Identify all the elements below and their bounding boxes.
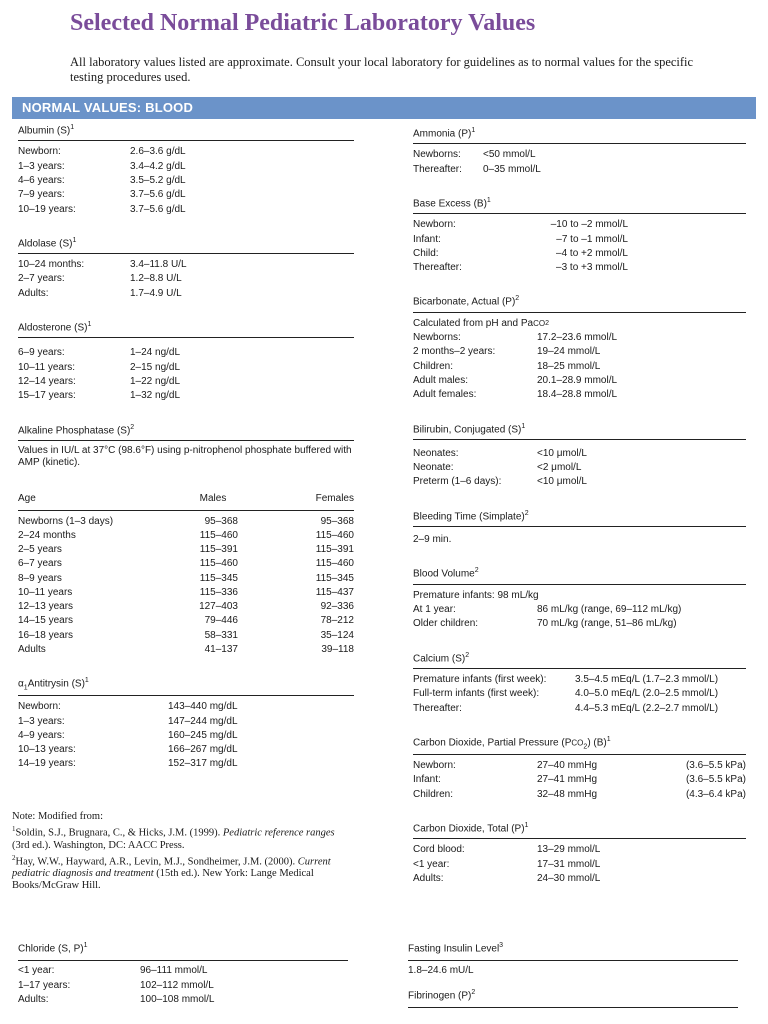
row-value: 1.2–8.8 U/L: [130, 273, 182, 285]
row-label: Older children:: [413, 618, 479, 630]
row-value: 102–112 mmol/L: [140, 979, 214, 991]
alkaline-note: Values in IU/L at 37°C (98.6°F) using p-nitrophenol phosphate buffered with AMP (kinetic).: [18, 444, 352, 469]
row-value: 95–368: [204, 515, 238, 527]
alkaline-rows: [18, 515, 354, 657]
table-row: [18, 757, 354, 771]
row-value: 147–244 mg/dL: [168, 715, 238, 727]
row-value: 18–25 mmol/L: [537, 360, 601, 372]
row-label: Adults:: [413, 872, 444, 884]
table-row: [18, 586, 354, 600]
section-title: Aldosterone $(S)^1$: [18, 321, 92, 334]
row-label: 2–7 years:: [18, 273, 65, 285]
footnote: Note: Modified from: $^1$Soldin, S.J., Brugnara, C., & Hicks, J.M. (1999). Pediatric reference ranges (3rd ed.). Washington, DC: AACC Press. $^2$Hay, W.W., Hayward, A.R., Levin, M.J., Sondheimer, J.M. (2000). Current pediatric diagnosis and treatment (15th ed.). New York: Lange Medical Books/McGraw Hill.: [12, 811, 335, 891]
section-title: Bicarbonate, Actual $(P)^2$: [413, 295, 520, 308]
co2-total-section: [413, 822, 746, 886]
row-label: Adult females:: [413, 389, 477, 401]
section-title: Ammonia $(P)^1$: [413, 127, 476, 140]
section-title: Aldolase $(S)^1$: [18, 236, 77, 250]
row-value: 70 mL/kg (range, 51–86 mL/kg): [537, 618, 677, 630]
section-title: Alkaline Phosphatase $(S)^2$: [18, 423, 135, 436]
row-label: Neonates:: [413, 447, 459, 459]
table-row: [413, 788, 746, 802]
divider: [408, 960, 738, 961]
row-value: 3.7–5.6 g/dL: [130, 189, 186, 201]
aldolase-rows: [18, 258, 354, 301]
right-column: [413, 127, 746, 906]
row-label: 10–11 years: [18, 586, 73, 598]
row-value: –3 to +3 mmol/L: [556, 262, 628, 274]
row-label: Thereafter:: [413, 163, 462, 175]
row-label: Thereafter:: [413, 262, 462, 274]
albumin-section: [18, 124, 354, 217]
row-value: 3.4–4.2 g/dL: [130, 160, 186, 172]
row-value: 1–22 ng/dL: [130, 375, 181, 387]
co2-partial-rows: [413, 759, 746, 802]
row-label: 2–5 years: [18, 544, 62, 556]
row-value: 78–212: [320, 615, 354, 627]
table-row: [18, 272, 354, 286]
table-row: [18, 614, 354, 628]
divider: [413, 439, 746, 440]
blood-volume-rows: [413, 603, 746, 632]
row-label: Adult males:: [413, 374, 469, 386]
row-label: Full-term infants (first week):: [413, 688, 540, 700]
row-label: Newborn:: [413, 760, 456, 772]
row-value: 115–391: [199, 544, 238, 556]
row-label: Preterm (1–6 days):: [413, 476, 502, 488]
row-value: 4.0–5.0 mEq/L (2.0–2.5 mmol/L): [575, 688, 719, 700]
row-value: 2.6–3.6 g/dL: [130, 146, 186, 158]
divider: [413, 526, 746, 527]
row-value: –4 to +2 mmol/L: [556, 247, 628, 259]
section-title: Albumin $(S)^1$: [18, 124, 75, 137]
section-title: Bilirubin, Conjugated $(S)^1$: [413, 422, 526, 435]
divider: [18, 440, 354, 441]
table-row: [413, 261, 746, 275]
table-row: [413, 773, 746, 787]
bleeding-value: 2–9 min.: [413, 534, 452, 546]
row-value: 3.4–11.8 U/L: [130, 259, 187, 271]
table-row: [413, 475, 746, 489]
row-label: 14–15 years: [18, 615, 74, 627]
row-label: Premature infants (first week):: [413, 673, 547, 685]
row-label: Infant:: [413, 774, 441, 786]
table-row: [413, 759, 746, 773]
row-label: Newborn:: [18, 146, 61, 158]
row-label: Children:: [413, 360, 454, 372]
divider: [413, 668, 746, 669]
divider: [18, 960, 348, 961]
table-row: [18, 964, 348, 978]
row-label: 1–17 years:: [18, 979, 71, 991]
table-row: [413, 345, 746, 359]
table-row: [18, 145, 354, 159]
row-value: 166–267 mg/dL: [168, 744, 238, 756]
row-value: <2 μmol/L: [537, 462, 582, 474]
row-label: 2–24 months: [18, 530, 76, 542]
row-label: <1 year:: [18, 965, 55, 977]
row-label: Neonate:: [413, 462, 454, 474]
row-value: 152–317 mg/dL: [168, 758, 238, 770]
row-value: 95–368: [320, 515, 354, 527]
divider: [408, 1007, 738, 1008]
divider: [413, 143, 746, 144]
table-row: [18, 600, 354, 614]
row-value: 100–108 mmol/L: [140, 993, 215, 1005]
row-value: 18.4–28.8 mmol/L: [537, 389, 618, 401]
table-row: [413, 872, 746, 886]
row-value: 4.4–5.3 mEq/L (2.2–2.7 mmol/L): [575, 702, 719, 714]
co2-partial-section: [413, 736, 746, 802]
divider: [18, 253, 354, 254]
row-label: <1 year:: [413, 858, 450, 870]
row-value: 2–15 ng/dL: [130, 361, 181, 373]
row-label: 7–9 years:: [18, 189, 65, 201]
row-value: 115–391: [315, 544, 354, 556]
row-label: 1–3 years:: [18, 715, 65, 727]
table-row: [413, 148, 746, 162]
row-value: –7 to –1 mmol/L: [556, 233, 628, 245]
row-value: 0–35 mmol/L: [483, 163, 541, 175]
row-value: 1–32 ng/dL: [130, 390, 181, 402]
divider: [18, 337, 354, 338]
intro-text: All laboratory values listed are approximate. Consult your local laboratory for guidelines as to normal values for the specific testing procedures used.: [70, 55, 694, 84]
bilirubin-rows: [413, 447, 746, 490]
row-label: 1–3 years:: [18, 160, 65, 172]
row-value: 17.2–23.6 mmol/L: [537, 332, 618, 344]
row-value: 115–460: [199, 558, 238, 570]
table-row: [18, 203, 354, 217]
table-row: [413, 233, 746, 247]
section-title: Carbon Dioxide, Partial Pressure $(PCO_2)$ $(B)^1$: [413, 735, 611, 751]
table-row: [18, 529, 354, 543]
table-row: [413, 843, 746, 857]
co2-total-rows: [413, 843, 746, 886]
row-label: Newborn:: [413, 219, 456, 231]
table-row: [18, 743, 354, 757]
base-excess-rows: [413, 218, 746, 275]
ammonia-rows: [413, 148, 746, 177]
table-row: [413, 702, 746, 716]
row-value: 24–30 mmol/L: [537, 872, 601, 884]
table-row: [18, 346, 354, 360]
calcium-section: [413, 652, 746, 716]
table-row: [413, 603, 746, 617]
table-row: [18, 572, 354, 586]
row-value: 86 mL/kg (range, 69–112 mL/kg): [537, 604, 682, 616]
row-value: 3.5–4.5 mEq/L (1.7–2.3 mmol/L): [575, 673, 719, 685]
aldolase-section: [18, 237, 354, 301]
row-value: (3.6–5.5 kPa): [685, 760, 746, 772]
table-row: [18, 993, 348, 1007]
row-value: 79–446: [204, 615, 238, 627]
row-value: 20.1–28.9 mmol/L: [537, 374, 618, 386]
row-value: –10 to –2 mmol/L: [550, 219, 628, 231]
row-label: Cord blood:: [413, 844, 465, 856]
row-value: 1–24 ng/dL: [130, 347, 181, 359]
row-value: 115–460: [315, 558, 354, 570]
section-title: Calcium $(S)^2$: [413, 651, 470, 664]
row-label: 6–9 years:: [18, 347, 65, 359]
row-value: 27–41 mmHg: [537, 774, 598, 786]
row-label: 10–13 years:: [18, 744, 76, 756]
table-row: [413, 617, 746, 631]
row-value: 160–245 mg/dL: [168, 729, 238, 741]
table-row: [18, 515, 354, 529]
bicarbonate-rows: [413, 331, 746, 402]
section-title: Fasting Insulin Level$^3$: [408, 942, 504, 955]
row-label: At 1 year:: [413, 604, 456, 616]
row-label: Adults:: [18, 287, 49, 299]
bicarbonate-note: Calculated from pH and Pa CO 2: [413, 317, 549, 329]
row-value: (3.6–5.5 kPa): [685, 774, 746, 786]
table-row: [413, 360, 746, 374]
table-row: [18, 389, 354, 403]
row-value: 27–40 mmHg: [537, 760, 598, 772]
aldosterone-rows: [18, 346, 354, 403]
bleeding-time-section: [413, 510, 746, 548]
antitrypsin-rows: [18, 700, 354, 771]
row-label: Adults: [18, 643, 46, 655]
blood-volume-section: [413, 567, 746, 631]
row-value: 19–24 mmol/L: [537, 346, 601, 358]
row-value: 3.7–5.6 g/dL: [130, 203, 186, 215]
albumin-rows: [18, 145, 354, 216]
table-row: [18, 629, 354, 643]
table-row: [413, 374, 746, 388]
table-row: [18, 557, 354, 571]
row-value: <10 μmol/L: [537, 476, 587, 488]
table-row: [18, 287, 354, 301]
row-value: 3.5–5.2 g/dL: [130, 174, 186, 186]
row-label: 10–24 months:: [18, 259, 85, 271]
row-value: 41–137: [204, 643, 238, 655]
section-title: Base Excess $(B)^1$: [413, 196, 491, 210]
row-value: 92–336: [320, 601, 354, 613]
aldosterone-section: [18, 321, 354, 404]
table-row: [413, 247, 746, 261]
row-label: 15–17 years:: [18, 390, 76, 402]
antitrypsin-section: [18, 677, 354, 772]
table-row: [413, 218, 746, 232]
section-title: Carbon Dioxide, Total $(P)^1$: [413, 822, 529, 835]
alkaline-phosphatase-section: [18, 424, 354, 657]
row-label: Adults:: [18, 993, 49, 1005]
divider: [413, 754, 746, 755]
row-value: <10 μmol/L: [537, 447, 587, 459]
row-value: 115–345: [315, 572, 354, 584]
row-value: 39–118: [321, 643, 354, 655]
row-value: 115–460: [199, 530, 238, 542]
row-label: Newborn:: [18, 701, 61, 713]
chloride-section: [18, 942, 348, 1007]
row-value: <50 mmol/L: [483, 149, 536, 161]
table-row: [413, 673, 746, 687]
row-label: 4–6 years:: [18, 174, 65, 186]
section-title: Blood Volume$^2$: [413, 567, 479, 580]
row-label: Newborns (1–3 days): [18, 515, 114, 527]
table-row: [18, 729, 354, 743]
section-banner: NORMAL VALUES: BLOOD: [12, 97, 756, 119]
row-value: 1.7–4.9 U/L: [130, 287, 182, 299]
row-value: 115–460: [315, 530, 354, 542]
table-row: [413, 687, 746, 701]
left-column: [18, 124, 354, 792]
row-label: 10–19 years:: [18, 203, 76, 215]
row-value: 115–437: [315, 586, 354, 598]
table-row: [413, 388, 746, 402]
row-value: 96–111 mmol/L: [140, 965, 208, 977]
page-title: Selected Normal Pediatric Laboratory Values: [70, 10, 536, 36]
table-row: [18, 258, 354, 272]
table-row: [18, 361, 354, 375]
table-row: [413, 163, 746, 177]
row-value: 58–331: [204, 629, 238, 641]
row-value: 115–345: [199, 572, 238, 584]
row-label: 10–11 years:: [18, 361, 76, 373]
row-value: 17–31 mmol/L: [537, 858, 601, 870]
table-row: [18, 375, 354, 389]
section-title: $\alpha_1Antitrysin$ $(S)^1$: [18, 676, 89, 692]
row-value: 32–48 mmHg: [537, 788, 598, 800]
row-label: 12–13 years: [18, 601, 74, 613]
row-label: Newborns:: [413, 149, 461, 161]
divider: [413, 838, 746, 839]
row-label: 16–18 years: [18, 629, 74, 641]
bicarbonate-section: [413, 295, 746, 402]
table-row: [18, 979, 348, 993]
row-label: 6–7 years: [18, 558, 62, 570]
row-value: 13–29 mmol/L: [537, 844, 601, 856]
divider: [413, 312, 746, 313]
table-row: [18, 160, 354, 174]
table-row: [413, 461, 746, 475]
divider: [18, 695, 354, 696]
row-value: 115–336: [199, 586, 238, 598]
table-row: [18, 188, 354, 202]
ammonia-section: [413, 127, 746, 177]
table-row: [18, 700, 354, 714]
alkaline-header: Age Males Females: [18, 492, 354, 504]
row-label: 14–19 years:: [18, 758, 76, 770]
row-label: Thereafter:: [413, 702, 462, 714]
table-row: [18, 643, 354, 657]
divider: [18, 140, 354, 141]
row-value: 143–440 mg/dL: [168, 701, 238, 713]
row-label: Newborns:: [413, 332, 461, 344]
row-label: 2 months–2 years:: [413, 346, 496, 358]
row-value: 127–403: [199, 601, 238, 613]
row-value: (4.3–6.4 kPa): [685, 788, 746, 800]
insulin-fibrinogen-section: [408, 942, 738, 1012]
divider: [18, 510, 354, 511]
row-label: Infant:: [413, 233, 441, 245]
section-title: Fibrinogen $(P)^2$: [408, 988, 476, 1001]
calcium-rows: [413, 673, 746, 716]
bilirubin-section: [413, 423, 746, 490]
row-label: 12–14 years:: [18, 375, 76, 387]
chloride-rows: [18, 964, 348, 1007]
table-row: [18, 715, 354, 729]
row-label: Children:: [413, 788, 454, 800]
divider: [413, 213, 746, 214]
table-row: [413, 331, 746, 345]
row-label: 8–9 years: [18, 572, 62, 584]
insulin-value: 1.8–24.6 mU/L: [408, 965, 474, 977]
table-row: [18, 174, 354, 188]
section-title: Chloride (S, P)$^1$: [18, 942, 88, 955]
row-label: 4–9 years:: [18, 729, 65, 741]
blood-volume-first: Premature infants: 98 mL/kg: [413, 589, 539, 601]
table-row: [18, 543, 354, 557]
row-value: 35–124: [320, 629, 354, 641]
table-row: [413, 447, 746, 461]
table-row: [413, 858, 746, 872]
row-label: Child:: [413, 247, 439, 259]
base-excess-section: [413, 197, 746, 276]
section-title: Bleeding Time (Simplate)$^2$: [413, 509, 529, 523]
divider: [413, 584, 746, 585]
